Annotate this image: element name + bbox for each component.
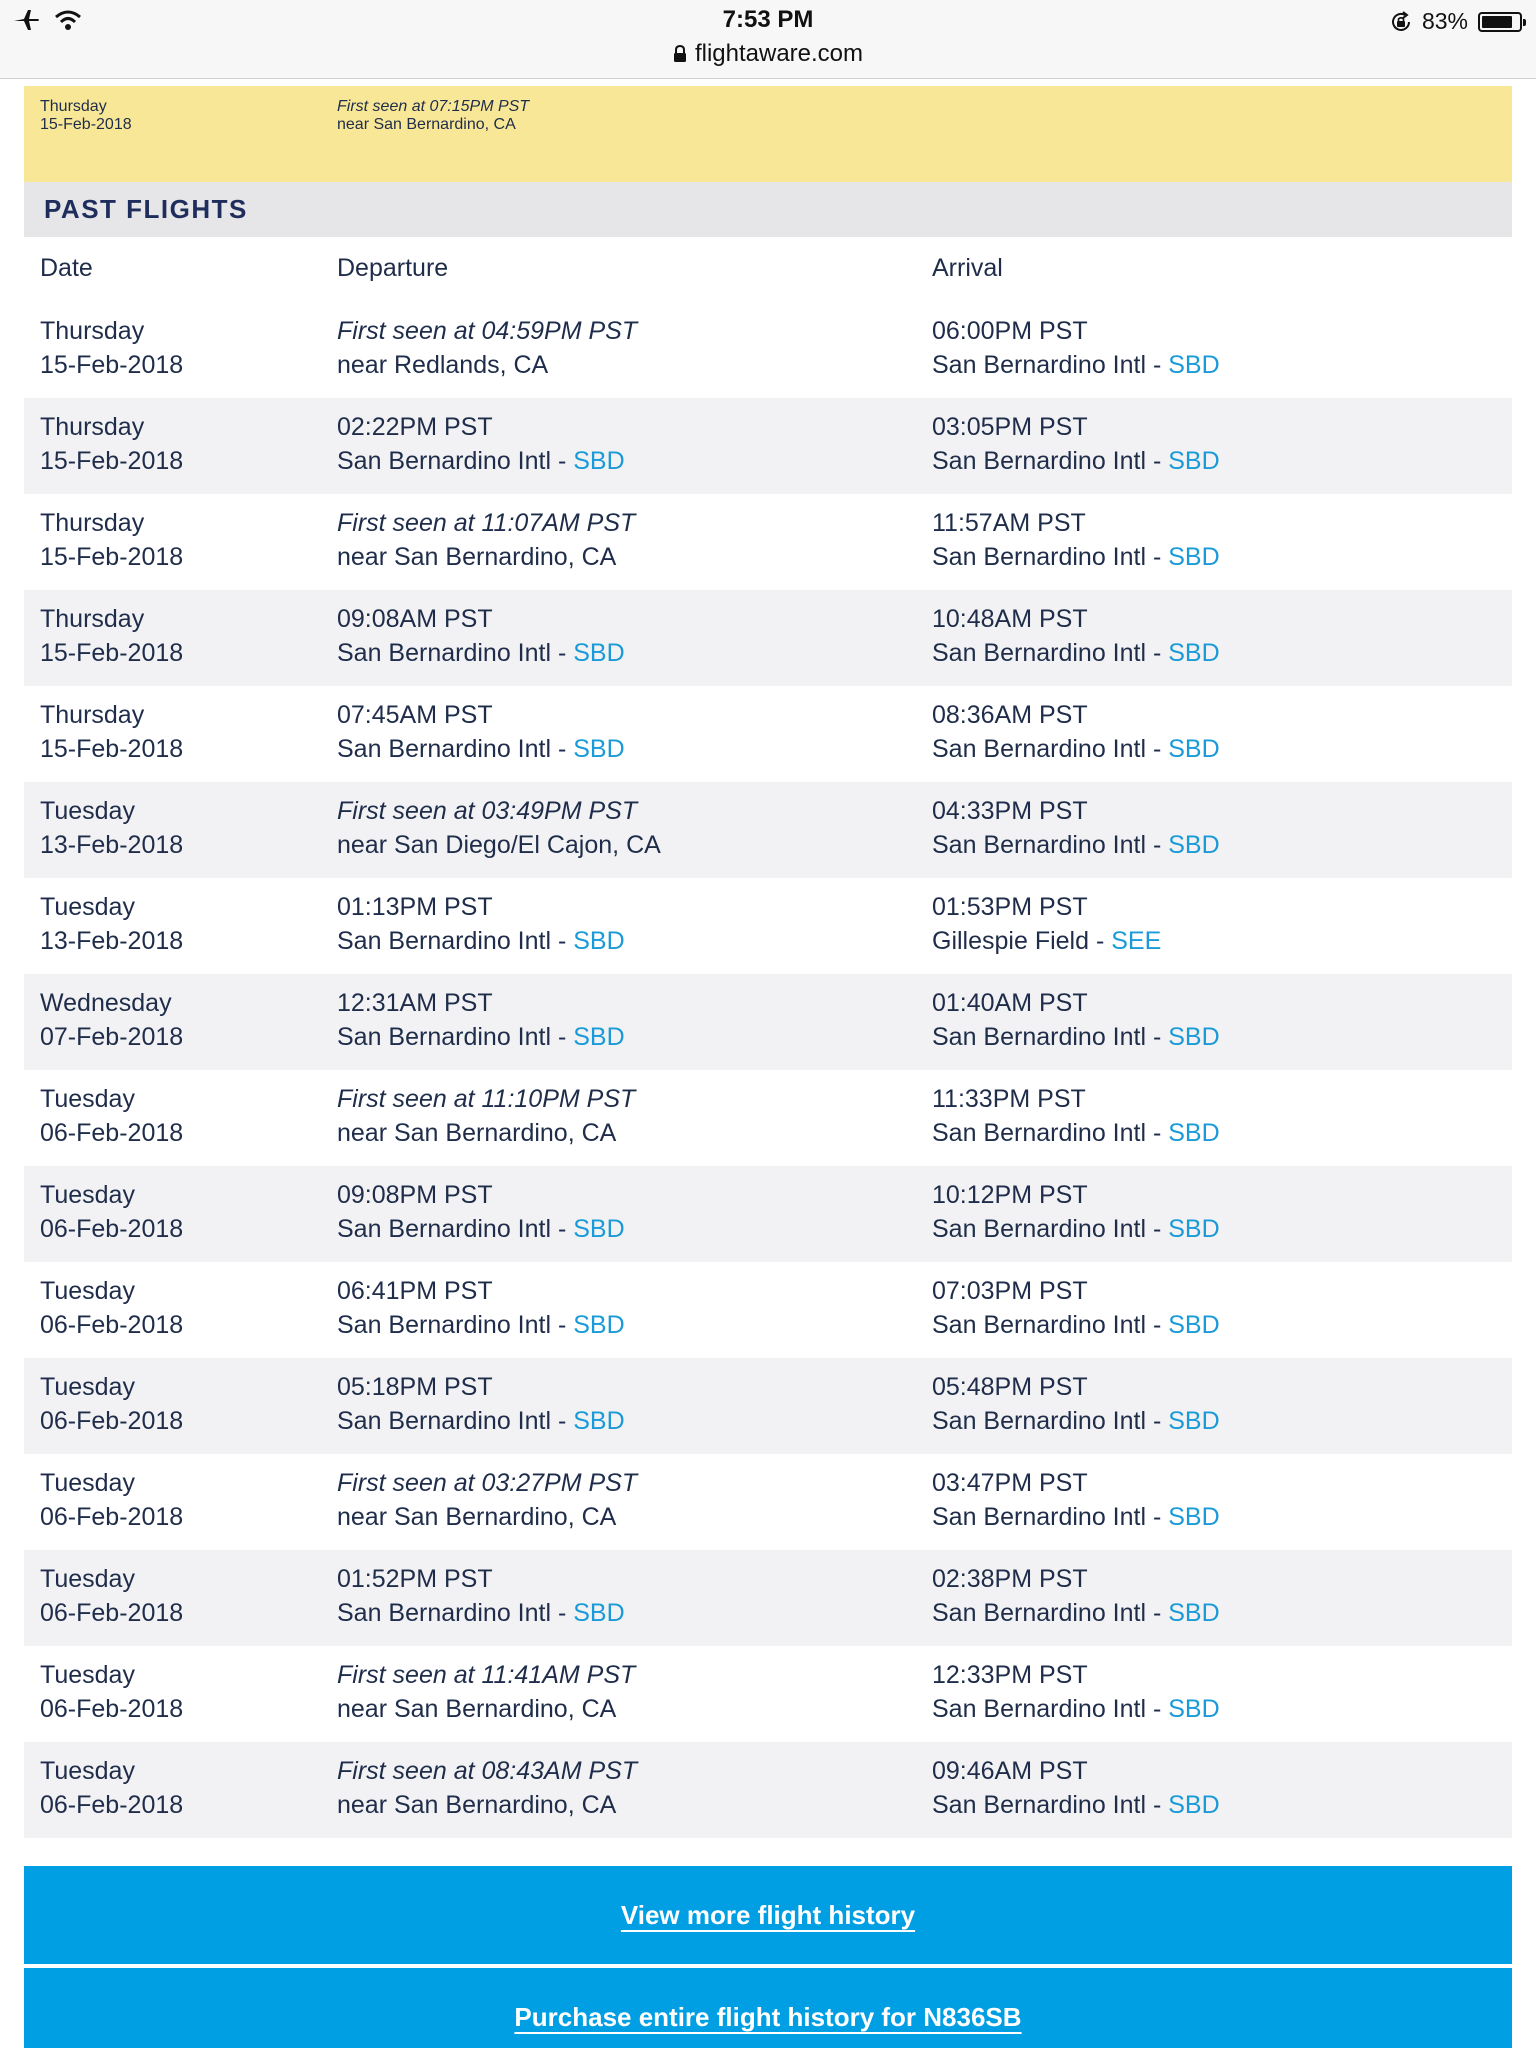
arrival-airport-code-link[interactable]: SEE [1111, 927, 1162, 955]
departure-place: San Bernardino Intl [337, 1023, 552, 1051]
flight-arrival [932, 314, 1220, 382]
flight-date-value: 06-Feb-2018 [40, 1119, 184, 1147]
column-header-arrival: Arrival [932, 254, 1003, 282]
flight-departure [337, 1274, 625, 1342]
departure-place-line [337, 1308, 625, 1342]
flight-date-value: 06-Feb-2018 [40, 1695, 184, 1723]
flight-date [40, 698, 183, 766]
departure-separator: - [551, 639, 574, 667]
flight-arrival [932, 1466, 1220, 1534]
arrival-place-line [932, 1692, 1220, 1726]
arrival-separator: - [1146, 543, 1169, 571]
departure-place-line [337, 540, 635, 574]
flight-date [40, 1562, 183, 1630]
departure-place: near San Bernardino, CA [337, 1695, 617, 1723]
battery-icon [1478, 12, 1522, 32]
departure-place: San Bernardino Intl [337, 735, 552, 763]
flight-arrival [932, 1370, 1220, 1438]
departure-time: 02:22PM PST [337, 413, 493, 441]
departure-place: San Bernardino Intl [337, 1215, 552, 1243]
departure-place-line [337, 828, 661, 862]
arrival-separator: - [1146, 831, 1169, 859]
departure-separator: - [551, 735, 574, 763]
arrival-airport-code-link[interactable]: SBD [1168, 543, 1220, 571]
view-more-history-button[interactable] [24, 1866, 1512, 1964]
arrival-place: San Bernardino Intl [932, 1119, 1147, 1147]
arrival-time: 06:00PM PST [932, 317, 1088, 345]
departure-place: San Bernardino Intl [337, 927, 552, 955]
flight-departure [337, 1082, 635, 1150]
arrival-airport-code-link[interactable]: SBD [1168, 1695, 1220, 1723]
flight-day: Tuesday [40, 1085, 135, 1113]
arrival-separator: - [1146, 351, 1169, 379]
arrival-airport-code-link[interactable]: SBD [1168, 831, 1220, 859]
arrival-place-line [932, 1308, 1220, 1342]
flight-day: Tuesday [40, 797, 135, 825]
flight-date [40, 602, 183, 670]
flight-date [40, 1754, 183, 1822]
current-flight-departure-place: near San Bernardino, CA [337, 116, 516, 133]
arrival-place-line [932, 1116, 1220, 1150]
departure-airport-code-link[interactable]: SBD [573, 1215, 625, 1243]
arrival-time: 04:33PM PST [932, 797, 1088, 825]
arrival-separator: - [1146, 1599, 1169, 1627]
status-right [1390, 8, 1522, 35]
arrival-separator: - [1146, 1215, 1169, 1243]
arrival-airport-code-link[interactable]: SBD [1168, 1599, 1220, 1627]
flight-arrival [932, 1562, 1220, 1630]
flight-row[interactable] [24, 1070, 1512, 1166]
departure-time: 07:45AM PST [337, 701, 493, 729]
flight-arrival [932, 890, 1161, 958]
current-flight-row[interactable] [24, 86, 1512, 182]
flight-day: Tuesday [40, 893, 135, 921]
departure-place: San Bernardino Intl [337, 1407, 552, 1435]
departure-time: 06:41PM PST [337, 1277, 493, 1305]
flight-arrival [932, 1082, 1220, 1150]
arrival-separator: - [1089, 927, 1112, 955]
flight-date [40, 314, 183, 382]
flight-day: Tuesday [40, 1373, 135, 1401]
flight-arrival [932, 602, 1220, 670]
flight-departure [337, 1658, 635, 1726]
arrival-time: 11:33PM PST [932, 1085, 1086, 1113]
flight-date-value: 06-Feb-2018 [40, 1215, 184, 1243]
flight-day: Thursday [40, 605, 145, 633]
arrival-place-line [932, 348, 1220, 382]
flight-history [24, 86, 1512, 1838]
arrival-separator: - [1146, 1407, 1169, 1435]
current-flight-departure [337, 98, 529, 134]
departure-separator: - [551, 1023, 574, 1051]
flight-arrival [932, 506, 1220, 574]
flight-row[interactable] [24, 1742, 1512, 1838]
arrival-time: 08:36AM PST [932, 701, 1088, 729]
departure-place: near San Bernardino, CA [337, 543, 617, 571]
arrival-time: 05:48PM PST [932, 1373, 1088, 1401]
column-header-departure: Departure [337, 254, 449, 282]
arrival-separator: - [1146, 1311, 1169, 1339]
flight-date-value: 15-Feb-2018 [40, 639, 184, 667]
flight-arrival [932, 986, 1220, 1054]
flight-day: Tuesday [40, 1757, 135, 1785]
departure-separator: - [551, 1599, 574, 1627]
departure-time: First seen at 11:41AM PST [337, 1661, 636, 1689]
departure-place-line [337, 1692, 635, 1726]
arrival-place: San Bernardino Intl [932, 1215, 1147, 1243]
flight-row[interactable] [24, 1166, 1512, 1262]
arrival-place: San Bernardino Intl [932, 543, 1147, 571]
lock-icon [673, 45, 687, 63]
flight-row[interactable] [24, 1550, 1512, 1646]
arrival-place-line [932, 1404, 1220, 1438]
arrival-time: 07:03PM PST [932, 1277, 1088, 1305]
flight-arrival [932, 1754, 1220, 1822]
departure-time: First seen at 08:43AM PST [337, 1757, 638, 1785]
departure-separator: - [551, 1407, 574, 1435]
arrival-place-line [932, 1596, 1220, 1630]
flight-arrival [932, 1658, 1220, 1726]
arrival-time: 12:33PM PST [932, 1661, 1088, 1689]
flight-date-value: 06-Feb-2018 [40, 1407, 184, 1435]
arrival-place-line [932, 1020, 1220, 1054]
arrival-place-line [932, 828, 1220, 862]
status-time: 7:53 PM [722, 6, 814, 33]
flight-date [40, 1082, 183, 1150]
flight-date-value: 06-Feb-2018 [40, 1503, 184, 1531]
arrival-separator: - [1146, 639, 1169, 667]
arrival-place-line [932, 1212, 1220, 1246]
arrival-place: San Bernardino Intl [932, 1503, 1147, 1531]
flight-arrival [932, 1178, 1220, 1246]
departure-time: 01:52PM PST [337, 1565, 493, 1593]
departure-place: near San Diego/El Cajon, CA [337, 831, 661, 859]
arrival-airport-code-link[interactable]: SBD [1168, 351, 1220, 379]
departure-airport-code-link[interactable]: SBD [573, 927, 625, 955]
departure-place: near San Bernardino, CA [337, 1119, 617, 1147]
flight-departure [337, 506, 635, 574]
departure-separator: - [551, 1311, 574, 1339]
flight-date [40, 1370, 183, 1438]
flight-date-value: 06-Feb-2018 [40, 1791, 184, 1819]
arrival-place: San Bernardino Intl [932, 1599, 1147, 1627]
flight-day: Tuesday [40, 1181, 135, 1209]
flight-day: Thursday [40, 509, 145, 537]
departure-place-line [337, 1788, 637, 1822]
flight-date-value: 15-Feb-2018 [40, 543, 184, 571]
flight-row[interactable] [24, 398, 1512, 494]
flight-date-value: 15-Feb-2018 [40, 447, 184, 475]
arrival-separator: - [1146, 1023, 1169, 1051]
arrival-place: San Bernardino Intl [932, 735, 1147, 763]
flight-date [40, 1274, 183, 1342]
departure-airport-code-link[interactable]: SBD [573, 735, 625, 763]
flight-row[interactable] [24, 1454, 1512, 1550]
flight-row[interactable] [24, 494, 1512, 590]
url-text: flightaware.com [694, 40, 864, 67]
arrival-place: San Bernardino Intl [932, 1407, 1147, 1435]
arrival-separator: - [1146, 1695, 1169, 1723]
departure-place-line [337, 444, 625, 478]
flight-departure [337, 1754, 637, 1822]
departure-time: First seen at 03:27PM PST [337, 1469, 638, 1497]
flight-day: Thursday [40, 413, 145, 441]
departure-place: near Redlands, CA [337, 351, 549, 379]
flight-day: Tuesday [40, 1565, 135, 1593]
arrival-place: San Bernardino Intl [932, 639, 1147, 667]
flight-date-value: 15-Feb-2018 [40, 351, 184, 379]
current-flight-departure-time: First seen at 07:15PM PST [337, 98, 530, 115]
arrival-airport-code-link[interactable]: SBD [1168, 1215, 1220, 1243]
address-bar[interactable] [0, 40, 1536, 68]
flight-date-value: 15-Feb-2018 [40, 735, 184, 763]
arrival-place-line [932, 636, 1220, 670]
flight-departure [337, 890, 625, 958]
arrival-time: 09:46AM PST [932, 1757, 1088, 1785]
flight-day: Tuesday [40, 1277, 135, 1305]
flight-date-value: 13-Feb-2018 [40, 831, 184, 859]
flight-row[interactable] [24, 782, 1512, 878]
flight-arrival [932, 1274, 1220, 1342]
flight-date [40, 1658, 183, 1726]
flight-row[interactable] [24, 686, 1512, 782]
flight-departure [337, 1178, 625, 1246]
departure-place: San Bernardino Intl [337, 1599, 552, 1627]
flight-arrival [932, 698, 1220, 766]
arrival-separator: - [1146, 1503, 1169, 1531]
departure-airport-code-link[interactable]: SBD [573, 1599, 625, 1627]
arrival-place: San Bernardino Intl [932, 1695, 1147, 1723]
flight-date-value: 13-Feb-2018 [40, 927, 184, 955]
arrival-place: San Bernardino Intl [932, 1791, 1147, 1819]
departure-place: near San Bernardino, CA [337, 1791, 617, 1819]
flight-day: Tuesday [40, 1661, 135, 1689]
flight-date [40, 1178, 183, 1246]
arrival-airport-code-link[interactable]: SBD [1168, 1119, 1220, 1147]
flight-day: Tuesday [40, 1469, 135, 1497]
flight-date [40, 986, 183, 1054]
arrival-place-line [932, 444, 1220, 478]
arrival-airport-code-link[interactable]: SBD [1168, 1407, 1220, 1435]
flight-row[interactable] [24, 1358, 1512, 1454]
past-flights-table [24, 302, 1512, 1838]
flight-day: Wednesday [40, 989, 172, 1017]
arrival-place: San Bernardino Intl [932, 1023, 1147, 1051]
battery-percent: 83% [1421, 8, 1468, 34]
status-bar [0, 0, 1536, 79]
arrival-place: San Bernardino Intl [932, 351, 1147, 379]
arrival-place-line [932, 732, 1220, 766]
arrival-time: 03:47PM PST [932, 1469, 1088, 1497]
arrival-place: Gillespie Field [932, 927, 1090, 955]
arrival-place-line [932, 1788, 1220, 1822]
departure-time: 09:08PM PST [337, 1181, 493, 1209]
flight-date [40, 794, 183, 862]
flight-date-value: 07-Feb-2018 [40, 1023, 184, 1051]
arrival-airport-code-link[interactable]: SBD [1168, 1503, 1220, 1531]
arrival-airport-code-link[interactable]: SBD [1168, 639, 1220, 667]
departure-place-line [337, 1116, 635, 1150]
flight-day: Thursday [40, 317, 145, 345]
current-flight-day: Thursday [40, 98, 107, 115]
flight-date [40, 506, 183, 574]
departure-place-line [337, 732, 625, 766]
departure-separator: - [551, 927, 574, 955]
departure-airport-code-link[interactable]: SBD [573, 447, 625, 475]
flight-arrival [932, 410, 1220, 478]
departure-time: First seen at 11:10PM PST [337, 1085, 636, 1113]
departure-place-line [337, 636, 625, 670]
departure-time: 01:13PM PST [337, 893, 493, 921]
arrival-place: San Bernardino Intl [932, 447, 1147, 475]
departure-time: 05:18PM PST [337, 1373, 493, 1401]
arrival-airport-code-link[interactable]: SBD [1168, 1791, 1220, 1819]
arrival-separator: - [1146, 447, 1169, 475]
flight-date [40, 410, 183, 478]
departure-time: 09:08AM PST [337, 605, 493, 633]
column-header-date: Date [40, 254, 93, 282]
rotation-lock-icon [1390, 11, 1412, 33]
table-header [24, 237, 1512, 302]
flight-row[interactable] [24, 590, 1512, 686]
flight-departure [337, 602, 625, 670]
flight-arrival [932, 794, 1220, 862]
departure-time: First seen at 11:07AM PST [337, 509, 636, 537]
flight-departure [337, 794, 661, 862]
arrival-time: 01:53PM PST [932, 893, 1088, 921]
purchase-history-label: Purchase entire flight history for N836SB [514, 2002, 1022, 2032]
departure-place-line [337, 1500, 637, 1534]
flight-row[interactable] [24, 1262, 1512, 1358]
battery-fill [1482, 16, 1512, 28]
arrival-airport-code-link[interactable]: SBD [1168, 735, 1220, 763]
flight-date [40, 890, 183, 958]
departure-time: First seen at 04:59PM PST [337, 317, 638, 345]
arrival-time: 03:05PM PST [932, 413, 1088, 441]
departure-place-line [337, 1596, 625, 1630]
past-flights-heading: PAST FLIGHTS [24, 182, 1512, 237]
departure-place-line [337, 1020, 625, 1054]
arrival-time: 10:48AM PST [932, 605, 1088, 633]
departure-place: San Bernardino Intl [337, 447, 552, 475]
departure-airport-code-link[interactable]: SBD [573, 1023, 625, 1051]
arrival-airport-code-link[interactable]: SBD [1168, 1311, 1220, 1339]
current-flight-date [40, 98, 132, 134]
view-more-history-label: View more flight history [620, 1899, 916, 1930]
flight-row[interactable] [24, 974, 1512, 1070]
departure-time: 12:31AM PST [337, 989, 493, 1017]
arrival-separator: - [1146, 1791, 1169, 1819]
arrival-time: 02:38PM PST [932, 1565, 1088, 1593]
departure-airport-code-link[interactable]: SBD [573, 1407, 625, 1435]
flight-departure [337, 1562, 625, 1630]
flight-row[interactable] [24, 1646, 1512, 1742]
flight-date [40, 1466, 183, 1534]
flight-departure [337, 986, 625, 1054]
arrival-time: 01:40AM PST [932, 989, 1088, 1017]
flight-departure [337, 1370, 625, 1438]
flight-departure [337, 314, 637, 382]
arrival-airport-code-link[interactable]: SBD [1168, 1023, 1220, 1051]
flight-row[interactable] [24, 302, 1512, 398]
arrival-separator: - [1146, 735, 1169, 763]
departure-place: near San Bernardino, CA [337, 1503, 617, 1531]
arrival-airport-code-link[interactable]: SBD [1168, 447, 1220, 475]
departure-place-line [337, 924, 625, 958]
current-flight-date-value: 15-Feb-2018 [40, 116, 132, 133]
arrival-place: San Bernardino Intl [932, 831, 1147, 859]
departure-place-line [337, 1212, 625, 1246]
departure-time: First seen at 03:49PM PST [337, 797, 638, 825]
departure-separator: - [551, 1215, 574, 1243]
departure-separator: - [551, 447, 574, 475]
arrival-time: 10:12PM PST [932, 1181, 1088, 1209]
departure-place: San Bernardino Intl [337, 639, 552, 667]
flight-departure [337, 1466, 637, 1534]
departure-place: San Bernardino Intl [337, 1311, 552, 1339]
departure-airport-code-link[interactable]: SBD [573, 639, 625, 667]
arrival-place-line [932, 924, 1161, 958]
departure-place-line [337, 348, 637, 382]
arrival-time: 11:57AM PST [932, 509, 1086, 537]
flight-date-value: 06-Feb-2018 [40, 1311, 184, 1339]
departure-place-line [337, 1404, 625, 1438]
departure-airport-code-link[interactable]: SBD [573, 1311, 625, 1339]
arrival-place-line [932, 1500, 1220, 1534]
arrival-place-line [932, 540, 1220, 574]
arrival-place: San Bernardino Intl [932, 1311, 1147, 1339]
flight-day: Thursday [40, 701, 145, 729]
purchase-history-button[interactable] [24, 1968, 1512, 2048]
flight-row[interactable] [24, 878, 1512, 974]
flight-departure [337, 410, 625, 478]
arrival-separator: - [1146, 1119, 1169, 1147]
flight-date-value: 06-Feb-2018 [40, 1599, 184, 1627]
flight-departure [337, 698, 625, 766]
